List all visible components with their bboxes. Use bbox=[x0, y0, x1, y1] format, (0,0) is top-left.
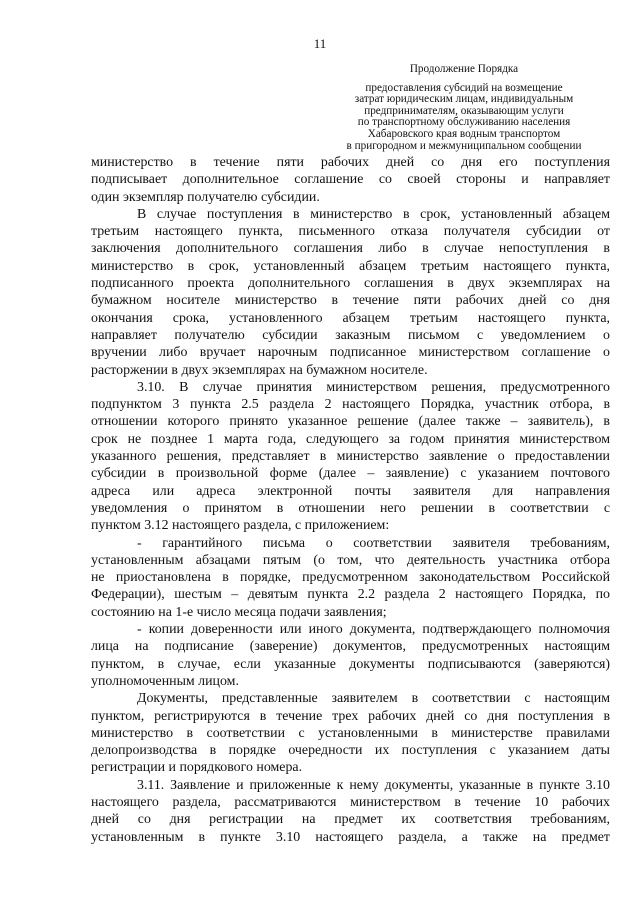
paragraph bbox=[91, 379, 610, 535]
paragraph-line: Федерации), шестым – девятым пункта 2.2 раздела 2 настоящего Порядка, по bbox=[91, 587, 610, 603]
paragraph-line: указанного решения, представляет в министерство заявление о предоставлении bbox=[91, 449, 610, 465]
paragraph-line: регистрации и порядкового номера. bbox=[91, 760, 303, 776]
paragraph-line: окончания срока, установленного абзацем третьим настоящего пункта, bbox=[91, 310, 610, 326]
paragraph-line: пунктом 3.12 настоящего раздела, с приложением: bbox=[91, 518, 390, 534]
paragraph-line: лица на подписание (заверение) документов, предусмотренных настоящим bbox=[91, 639, 610, 655]
paragraph-line: состоянию на 1-е число месяца подачи заявления; bbox=[91, 604, 387, 620]
paragraph-line: отношении которого принято указанное решение (далее также – заявитель), в bbox=[91, 414, 610, 430]
paragraph-line: Документы, представленные заявителем в соответствии с настоящим bbox=[137, 691, 610, 707]
paragraph-line: пунктом, в случае, если указанные документы подписываются (заверяются) bbox=[91, 656, 610, 672]
paragraph-line: срок не позднее 1 марта года, следующего за годом принятия министерством bbox=[91, 431, 610, 447]
paragraph-line: направляет получателю субсидии заказным письмом с уведомлением о bbox=[91, 327, 610, 343]
paragraph-line: 3.11. Заявление и приложенные к нему документы, указанные в пункте 3.10 bbox=[137, 777, 610, 793]
paragraph-line: субсидии в произвольной форме (далее – заявление) с указанием почтового bbox=[91, 466, 610, 482]
paragraph-line: один экземпляр получателю субсидии. bbox=[91, 189, 320, 205]
paragraph-line: расторжении в двух экземплярах на бумажном носителе. bbox=[91, 362, 428, 378]
paragraph bbox=[91, 206, 610, 379]
paragraph-line: министерство в течение пяти рабочих дней со дня его поступления bbox=[91, 155, 610, 170]
paragraph-line: заключения дополнительного соглашения либо в случае непоступления в bbox=[91, 241, 610, 257]
paragraph bbox=[91, 777, 610, 846]
page-number: 11 bbox=[313, 36, 327, 51]
header-line: предпринимателям, оказывающим услуги bbox=[364, 104, 564, 117]
header-line: предоставления субсидий на возмещение bbox=[365, 81, 563, 94]
header-line: затрат юридическим лицам, индивидуальным bbox=[354, 93, 574, 106]
paragraph bbox=[91, 690, 610, 776]
paragraph-line: делопроизводства в порядке очередности их поступления с указанием даты bbox=[91, 743, 610, 759]
paragraph-line: министерство в соответствии с установленными в министерстве правилами bbox=[91, 725, 610, 741]
header-line: по транспортному обслуживанию населения bbox=[357, 116, 571, 129]
paragraph bbox=[91, 154, 610, 206]
paragraph-line: министерство в срок, установленный абзацем третьим настоящего пункта, bbox=[91, 258, 610, 274]
paragraph-line: - гарантийного письма о соответствии заявителя требованиям, bbox=[137, 535, 610, 551]
paragraph-line: подписанного проекта дополнительного соглашения в двух экземплярах на bbox=[91, 276, 610, 292]
paragraph-line: - копии доверенности или иного документа, подтверждающего полномочия bbox=[137, 622, 610, 638]
paragraph-line: дней со дня регистрации на предмет их соответствия требованиям, bbox=[91, 812, 610, 828]
paragraph-line: 3.10. В случае принятия министерством решения, предусмотренного bbox=[137, 379, 610, 395]
paragraph-line: В случае поступления в министерство в срок, установленный абзацем bbox=[137, 206, 610, 222]
paragraph-line: установленным абзацами пятым (о том, что деятельность участника отбора bbox=[91, 552, 610, 568]
paragraph-line: подпунктом 3 пункта 2.5 раздела 2 настоящего Порядка, участник отбора, в bbox=[91, 397, 610, 413]
paragraph-line: адреса или адреса электронной почты заявителя для направления bbox=[91, 483, 610, 499]
document-header bbox=[318, 64, 610, 152]
paragraph-line: бумажном носителе министерство в течение пяти рабочих дней со дня bbox=[91, 293, 610, 309]
paragraph-line: уведомления о принятом в отношении него решении в соответствии с bbox=[91, 500, 610, 516]
paragraph-line: не приостановлена в порядке, предусмотренном законодательством Российской bbox=[91, 570, 610, 586]
header-line: Хабаровского края водным транспортом bbox=[367, 127, 561, 140]
paragraph-line: установленным в пункте 3.10 настоящего раздела, а также на предмет bbox=[91, 829, 610, 845]
document-body bbox=[91, 154, 610, 846]
paragraph-line: уполномоченным лицом. bbox=[91, 673, 239, 689]
paragraph bbox=[91, 621, 610, 690]
paragraph-line: подписывает дополнительное соглашение со своей стороны и направляет bbox=[91, 172, 610, 188]
paragraph-line: вручении либо вручает нарочным подписанное министерством соглашение о bbox=[91, 345, 610, 361]
paragraph-line: третьим настоящего пункта, письменного отказа получателя субсидии от bbox=[91, 224, 610, 240]
header-line: в пригородном и межмуниципальном сообщении bbox=[346, 139, 582, 152]
paragraph-line: пунктом, регистрируются в течение трех рабочих дней со дня поступления в bbox=[91, 708, 610, 724]
header-continuation: Продолжение Порядка bbox=[409, 63, 519, 75]
paragraph bbox=[91, 535, 610, 621]
paragraph-line: настоящего раздела, рассматриваются министерством в течение 10 рабочих bbox=[91, 794, 610, 810]
